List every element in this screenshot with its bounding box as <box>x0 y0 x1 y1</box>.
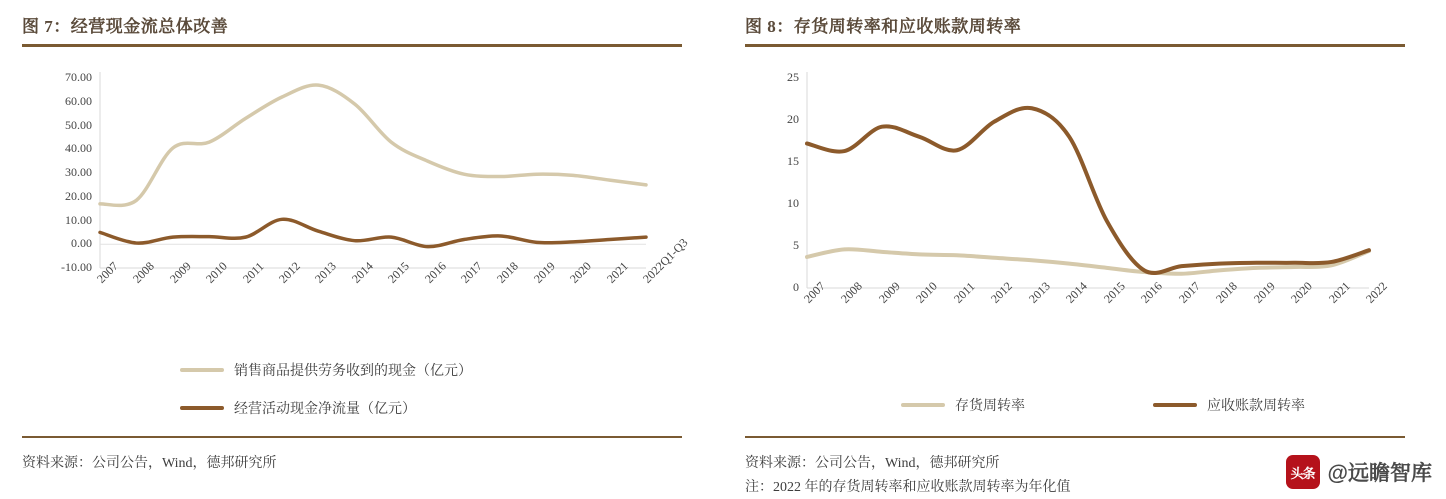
x-axis-tick: 2021 <box>603 259 631 286</box>
x-axis-tick: 2009 <box>166 259 194 286</box>
y-axis-tick: 10.00 <box>65 212 92 227</box>
figure-8-panel <box>723 0 1446 499</box>
y-axis-tick: 25 <box>787 70 799 84</box>
figure-7-bottom-rule <box>22 436 682 438</box>
x-axis-tick: 2009 <box>875 279 903 306</box>
x-axis-tick: 2012 <box>988 279 1016 306</box>
legend-label-sales-cash: 销售商品提供劳务收到的现金（亿元） <box>234 364 472 379</box>
figure-7-chart <box>22 60 692 360</box>
x-axis-tick: 2010 <box>913 279 941 306</box>
x-axis-tick: 2013 <box>1025 279 1053 306</box>
x-axis-tick: 2019 <box>1250 279 1278 306</box>
x-axis-tick: 2018 <box>494 259 522 286</box>
legend-swatch-inventory-turnover <box>901 403 945 407</box>
x-axis-tick: 2013 <box>312 259 340 286</box>
legend-swatch-receivable-turnover <box>1153 403 1197 407</box>
x-axis-tick: 2015 <box>385 259 413 286</box>
watermark <box>1286 455 1432 489</box>
x-axis-tick: 2017 <box>1175 279 1203 306</box>
x-axis-tick: 2016 <box>1138 279 1166 306</box>
x-axis-tick: 2022 <box>1363 279 1390 306</box>
x-axis-tick: 2014 <box>1063 279 1091 306</box>
x-axis-tick: 2014 <box>348 259 376 286</box>
x-axis-tick: 2010 <box>203 259 231 286</box>
figure-8-title-rule <box>745 44 1405 47</box>
y-axis-tick: 50.00 <box>65 117 92 132</box>
y-axis-tick: 15 <box>787 154 799 168</box>
legend-label-operating-cash: 经营活动现金净流量（亿元） <box>234 402 416 417</box>
figure-8-chart <box>745 60 1415 360</box>
y-axis-tick: 0 <box>793 280 799 294</box>
series-line <box>100 219 646 246</box>
x-axis-tick: 2022Q1-Q3 <box>640 235 691 286</box>
figure-8-source-note: 注：2022 年的存货周转率和应收账款周转率为年化值 <box>745 480 1071 495</box>
x-axis-tick: 2015 <box>1100 279 1128 306</box>
x-axis-tick: 2007 <box>801 279 828 306</box>
watermark-text: @远瞻智库 <box>1327 462 1432 485</box>
x-axis-tick: 2012 <box>276 259 303 286</box>
y-axis-tick: 20.00 <box>65 188 92 203</box>
x-axis-tick: 2017 <box>458 259 485 286</box>
x-axis-tick: 2008 <box>838 279 866 306</box>
x-axis-tick: 2020 <box>567 259 595 286</box>
y-axis-tick: 20 <box>787 112 799 126</box>
chart-canvas <box>745 60 1415 360</box>
figure-7-title-rule <box>22 44 682 47</box>
figure-7-legend-item-1 <box>180 398 416 418</box>
legend-swatch-sales-cash <box>180 368 224 372</box>
x-axis-tick: 2011 <box>950 279 978 306</box>
figure-8-bottom-rule <box>745 436 1405 438</box>
figure-7-source: 资料来源：公司公告，Wind，德邦研究所 <box>22 456 277 471</box>
legend-swatch-operating-cash <box>180 406 224 410</box>
figure-7-title: 图 7：经营现金流总体改善 <box>22 17 229 36</box>
x-axis-tick: 2020 <box>1288 279 1315 306</box>
y-axis-tick: -10.00 <box>61 260 92 274</box>
series-line <box>100 85 646 205</box>
x-axis-tick: 2011 <box>239 259 267 286</box>
x-axis-tick: 2007 <box>94 259 121 286</box>
y-axis-tick: 30.00 <box>65 165 92 179</box>
y-axis-tick: 0.00 <box>71 236 92 251</box>
series-line <box>807 108 1369 273</box>
legend-label-inventory-turnover: 存货周转率 <box>955 399 1025 414</box>
figure-8-legend-item-0 <box>901 395 1025 415</box>
figure-8-title: 图 8：存货周转率和应收账款周转率 <box>745 17 1022 36</box>
x-axis-tick: 2008 <box>130 259 158 286</box>
x-axis-tick: 2019 <box>530 259 558 286</box>
y-axis-tick: 5 <box>793 238 799 252</box>
y-axis-tick: 40.00 <box>65 141 92 156</box>
watermark-logo: 头条 <box>1286 455 1320 489</box>
chart-canvas <box>22 60 692 360</box>
figure-8-source: 资料来源：公司公告，Wind，德邦研究所 <box>745 456 1000 471</box>
x-axis-tick: 2018 <box>1213 279 1240 306</box>
y-axis-tick: 70.00 <box>65 70 92 84</box>
figure-7-legend-item-0 <box>180 360 472 380</box>
x-axis-tick: 2021 <box>1325 279 1353 306</box>
figure-8-legend-item-1 <box>1153 395 1305 415</box>
x-axis-tick: 2016 <box>421 259 449 286</box>
y-axis-tick: 10 <box>787 196 799 210</box>
legend-label-receivable-turnover: 应收账款周转率 <box>1207 399 1305 414</box>
y-axis-tick: 60.00 <box>65 93 92 108</box>
